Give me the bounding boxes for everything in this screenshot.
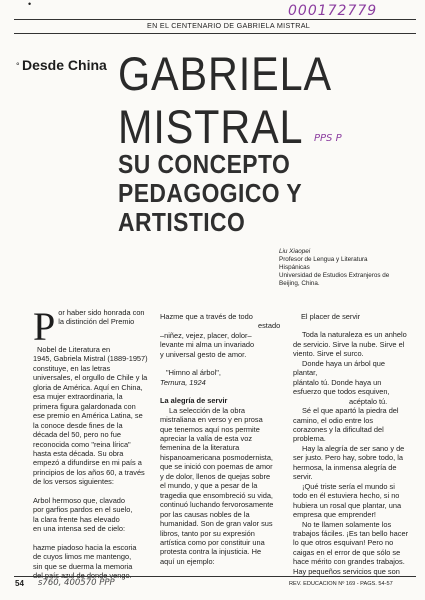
col1-line: reconocida como "reina lírica" <box>33 439 131 449</box>
col3-line: ¡Qué triste sería el mundo si <box>302 481 395 491</box>
header-rule-top <box>14 19 416 20</box>
col1-line: gloria de América. Aquí en China, <box>33 382 143 392</box>
title-line-1: GABRIELA <box>118 47 332 100</box>
col2-line: protesta contra la injusticia. He <box>160 547 262 557</box>
col1-line: principios de los años 60, a través <box>33 467 145 477</box>
poem-title: El placer de servir <box>301 312 361 321</box>
col3-line: de servicio. Sirve la nube. Sirve el <box>293 339 405 349</box>
poem-line: de cuyos limos me mantengo, <box>33 552 132 562</box>
poem-line: y universal gesto de amor. <box>160 349 247 359</box>
col1-line: década del 50, pero no fue <box>33 430 121 440</box>
author-block <box>279 248 389 288</box>
poem-line: estado <box>258 321 281 331</box>
col3-line: No te llamen solamente los <box>302 519 392 529</box>
poem-line: por garfios pardos en el suelo, <box>33 505 133 515</box>
col3-line: esfuerzo que todos esquiven, <box>293 387 390 397</box>
col3-line: acéptalo tú. <box>349 396 388 406</box>
col3-line: servir. <box>293 472 313 482</box>
col3-line: hubiera un rosal que plantar, una <box>293 500 402 510</box>
col2-line: artística como por constituir una <box>160 537 265 547</box>
col3-line: Hay la alegría de ser sano y de <box>302 443 405 453</box>
col1-line: primera figura galardonada con <box>33 401 136 411</box>
journal-reference: REV. EDUCACION Nº 169 - PAGS. 54-57 <box>289 581 393 587</box>
poem-line: hazme piadoso hacia la escoria <box>33 542 137 552</box>
column-3 <box>293 312 411 576</box>
col3-line: Hay pequeños servicios que son <box>293 566 400 576</box>
col2-line: que tenemos aquí nos permite <box>160 424 260 434</box>
footer-rule <box>14 576 416 577</box>
col1-line: la distinción del Premio <box>58 317 135 327</box>
col3-line: Sé el que apartó la piedra del <box>302 406 399 416</box>
col2-line: femenina de la literatura <box>160 443 240 453</box>
col2-line: hispanoamericana posmodernista, <box>160 452 273 462</box>
col3-line: problema. <box>293 434 326 444</box>
col2-line: tragedia que ensombreció su vida, <box>160 490 273 500</box>
col2-line: libros, tanto por su expresión <box>160 528 255 538</box>
author-line-2: Hispánicas <box>279 263 310 271</box>
intro-paragraph <box>33 304 151 354</box>
poem-line: en una intensa sed de cielo: <box>33 524 126 534</box>
subtitle <box>118 150 302 237</box>
col2-line: aquí un ejemplo: <box>160 556 215 566</box>
col1-line: la conoce desde fines de la <box>33 420 123 430</box>
col1-line: empezó a difundirse en mi país a <box>33 458 142 468</box>
poem-line: sin que se duerma la memoria <box>33 561 133 571</box>
col3-line: todo en él estuviera hecho, si no <box>293 491 400 501</box>
col1-line: Nobel de Literatura en <box>37 345 111 354</box>
col3-line: camino, el odio entre los <box>293 415 374 425</box>
col1-line: ese premio en América Latina, se <box>33 411 143 421</box>
col1-line: universales, el orgullo de Chile y la <box>33 373 148 383</box>
author-line-4: Beijing, China. <box>279 279 320 287</box>
col2-line: por las causas nobles de la <box>160 509 250 519</box>
archive-stamp: 000172779 <box>288 3 378 19</box>
col2-line: mistraliana en verso y en prosa <box>160 415 263 425</box>
column-2 <box>160 312 288 566</box>
poem-line: del país azul de donde vengo. <box>33 570 132 580</box>
col2-line: La selección de la obra <box>169 405 246 415</box>
col1-line: or haber sido honrada con <box>58 308 145 317</box>
handwritten-note: PPS P <box>314 133 342 144</box>
drop-cap: P <box>33 304 56 349</box>
col3-line: viento. Sirve el surco. <box>293 349 364 359</box>
col2-line: que se inició con poemas de amor <box>160 462 273 472</box>
col3-line: caigas en el error de que sólo se <box>293 547 401 557</box>
title-line-2: MISTRAL <box>118 100 304 153</box>
col2-line: humanidad. Son de gran valor sus <box>160 519 273 529</box>
col1-line: de los versos siguientes: <box>33 477 114 487</box>
poem-line: Arbol hermoso que, clavado <box>33 495 126 505</box>
handwritten-footer-note: s760, 400570 PPP <box>38 578 115 588</box>
col3-line: lo que otros esquivan! Pero no <box>293 538 394 548</box>
poem-line: levante mi alma un invariado <box>160 340 255 350</box>
subtitle-line-2: PEDAGOGICO Y <box>118 178 303 208</box>
poem-line: la clara frente has elevado <box>33 514 120 524</box>
col2-line: apreciar la valía de esta voz <box>160 433 253 443</box>
title-prefix: Desde China <box>22 57 107 73</box>
col3-line: plántalo tú. Donde haya un <box>293 377 382 387</box>
col3-line: empresa que emprender! <box>293 510 376 520</box>
col2-line: el mundo, y que a pesar de la <box>160 481 258 491</box>
author-line-3: Universidad de Estudios Extranjeros de <box>279 271 390 279</box>
col1-line: hasta esta década. Su obra <box>33 448 124 458</box>
poem-line: Hazme que a través de todo <box>160 312 253 321</box>
col3-line: trabajos fáciles. ¡Es tan bello hacer <box>293 528 409 538</box>
poem-citation: "Himno al árbol", <box>166 368 221 378</box>
poem-line: –niñez, vejez, placer, dolor– <box>160 330 252 340</box>
col3-line: Donde haya un árbol que plantar, <box>293 358 386 378</box>
col3-line: hermosa, la inmensa alegría de <box>293 462 397 472</box>
column-1 <box>33 304 151 580</box>
poem-citation-book: Ternura, 1924 <box>160 377 206 387</box>
col3-line: Toda la naturaleza es un anhelo <box>302 330 407 340</box>
col2-line: continuó luchando fervorosamente <box>160 500 274 510</box>
col3-line: corazones y la dificultad del <box>293 424 384 434</box>
page-number: 54 <box>15 579 24 588</box>
subtitle-line-1: SU CONCEPTO <box>118 149 291 179</box>
col3-line: ser justo. Pero hay, sobre todo, la <box>293 453 403 463</box>
author-line-1: Profesor de Lengua y Literatura <box>279 255 368 263</box>
section-kicker: EN EL CENTENARIO DE GABRIELA MISTRAL <box>147 21 311 30</box>
col1-line: constituye, en las letras <box>33 363 111 373</box>
header-bullet: • <box>28 0 32 9</box>
author-name: Liu Xiaopei <box>279 248 311 255</box>
col1-line: 1945, Gabriela Mistral (1889-1957) <box>33 354 148 364</box>
subtitle-line-3: ARTISTICO <box>118 207 246 237</box>
col2-line: y de dolor, llenos de quejas sobre <box>160 471 271 481</box>
title-bullet: ° <box>16 61 20 71</box>
col1-line: esa mujer extraordinaria, la <box>33 392 123 402</box>
header-rule-bottom <box>14 33 416 34</box>
col3-line: hace mérito con grandes trabajos. <box>293 557 405 567</box>
section-heading: La alegría de servir <box>160 396 228 406</box>
